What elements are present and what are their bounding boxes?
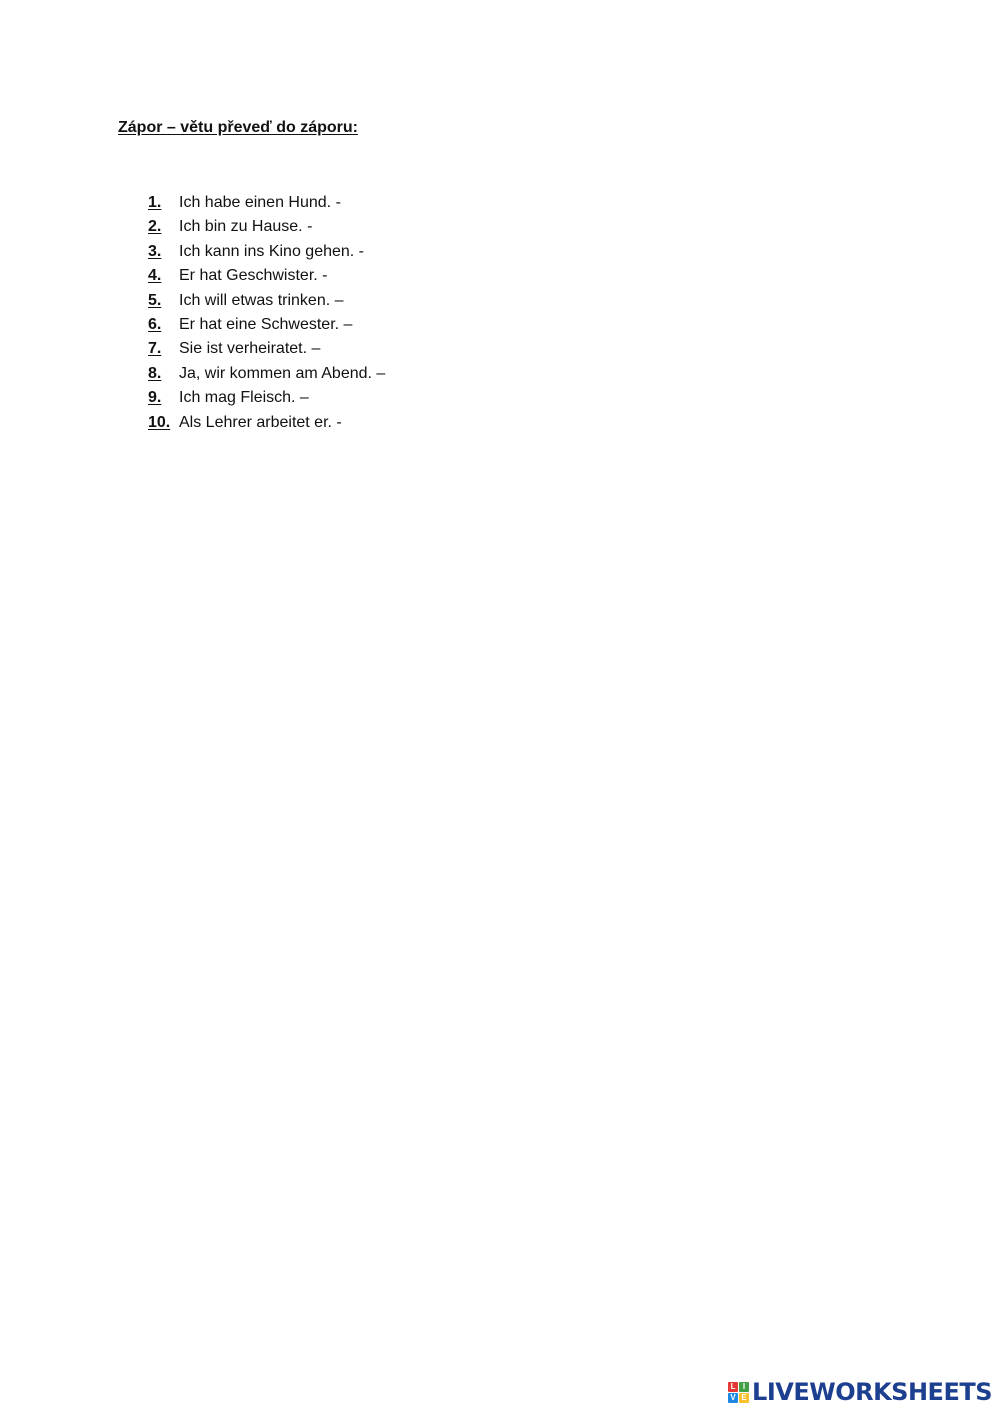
footer-logo [728,1380,992,1404]
item-text: Ich bin zu Hause. - [179,218,313,236]
list-item [148,414,385,438]
item-number: 2. [148,218,162,236]
item-text: Ich kann ins Kino gehen. - [179,242,365,260]
list-item [148,316,385,340]
item-text: Ich mag Fleisch. – [179,389,309,407]
item-text: Er hat Geschwister. - [179,267,328,285]
item-text: Ich will etwas trinken. – [179,291,344,309]
list-item [148,292,385,316]
item-text: Ich habe einen Hund. - [179,194,341,211]
item-number: 10. [148,413,171,431]
item-number: 1. [148,194,162,211]
list-item [148,243,385,267]
page-title: Zápor – větu převeď do záporu: [118,119,358,136]
logo-text: LIVEWORKSHEETS [752,1378,992,1406]
list-item [148,340,385,364]
item-text: Sie ist verheiratet. – [179,340,321,358]
item-text: Als Lehrer arbeitet er. - [179,413,342,431]
logo-cell-v: V [728,1393,738,1403]
list-item [148,365,385,389]
item-text: Er hat eine Schwester. – [179,315,353,333]
logo-cell-l: L [728,1382,738,1392]
item-number: 7. [148,340,162,358]
item-number: 4. [148,267,162,285]
item-number: 6. [148,315,162,333]
item-number: 9. [148,389,162,407]
item-text: Ja, wir kommen am Abend. – [179,364,386,382]
list-item [148,267,385,291]
item-number: 5. [148,291,162,309]
exercise-list [148,194,385,438]
logo-cell-e: E [739,1393,749,1403]
liveworksheets-logo-icon [728,1382,749,1403]
list-item [148,194,385,218]
list-item [148,389,385,413]
logo-cell-i: I [739,1382,749,1392]
item-number: 3. [148,242,162,260]
list-item [148,218,385,242]
item-number: 8. [148,364,162,382]
